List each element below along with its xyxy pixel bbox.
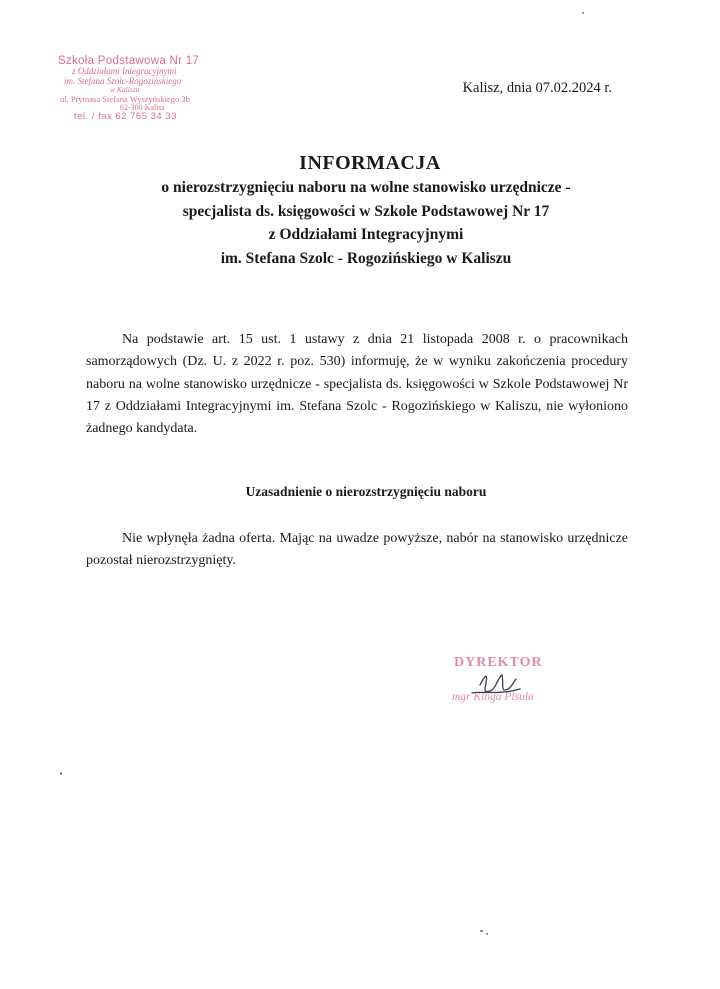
title-line: im. Stefana Szolc - Rogozińskiego w Kaliszu <box>220 249 512 267</box>
school-stamp <box>58 56 233 124</box>
title-line: o nierozstrzygnięciu naboru na wolne stanowisko urzędnicze - <box>161 179 571 196</box>
paragraph-text: Nie wpłynęła żadna oferta. Mając na uwadze powyższe, nabór na stanowisko urzędnicze pozostał nierozstrzygnięty. <box>86 531 628 569</box>
handwritten-signature <box>450 655 570 715</box>
body-paragraph <box>86 329 628 440</box>
document-title-block <box>0 150 720 270</box>
justification-paragraph <box>86 528 628 573</box>
document-title: INFORMACJA <box>299 152 441 174</box>
stamp-line: ul. Prymasa Stefana Wyszyńskiego 3b <box>60 94 190 104</box>
justification-heading: Uzasadnienie o nierozstrzygnięciu naboru <box>245 484 487 499</box>
stamp-line: im. Stefana Szolc-Rogozińskiego <box>64 76 182 86</box>
stamp-line: Szkoła Podstawowa Nr 17 <box>58 55 200 67</box>
signature-name: mgr Kinga Pisula <box>452 691 534 703</box>
signature-title: DYREKTOR <box>454 655 543 670</box>
stamp-line: tel. / fax 62 765 34 33 <box>74 111 177 122</box>
title-line: z Oddziałami Integracyjnymi <box>268 226 464 243</box>
director-signature-stamp <box>450 655 570 715</box>
title-line: specjalista ds. księgowości w Szkole Podstawowej Nr 17 <box>182 202 550 220</box>
place-date: Kalisz, dnia 07.02.2024 r. <box>462 80 612 96</box>
stamp-line: 62-300 Kalisz <box>120 103 166 112</box>
stamp-line: z Oddziałami Integracyjnymi <box>72 66 177 76</box>
stamp-line: w Kaliszu <box>110 85 140 94</box>
paragraph-text: Na podstawie art. 15 ust. 1 ustawy z dnia 21 listopada 2008 r. o pracownikach samorządowych (Dz. U. z 2022 r. poz. 530) informuję, że w wyniku zakończenia procedury naboru na wolne stanowisko urzędnicze - specjalista ds. księgowości w Szkole Podstawowej Nr 17 z Oddziałami Integracyjnymi im. Stefana Szolc - Rogozińskiego w Kaliszu, nie wyłoniono żadnego kandydata. <box>86 332 628 437</box>
